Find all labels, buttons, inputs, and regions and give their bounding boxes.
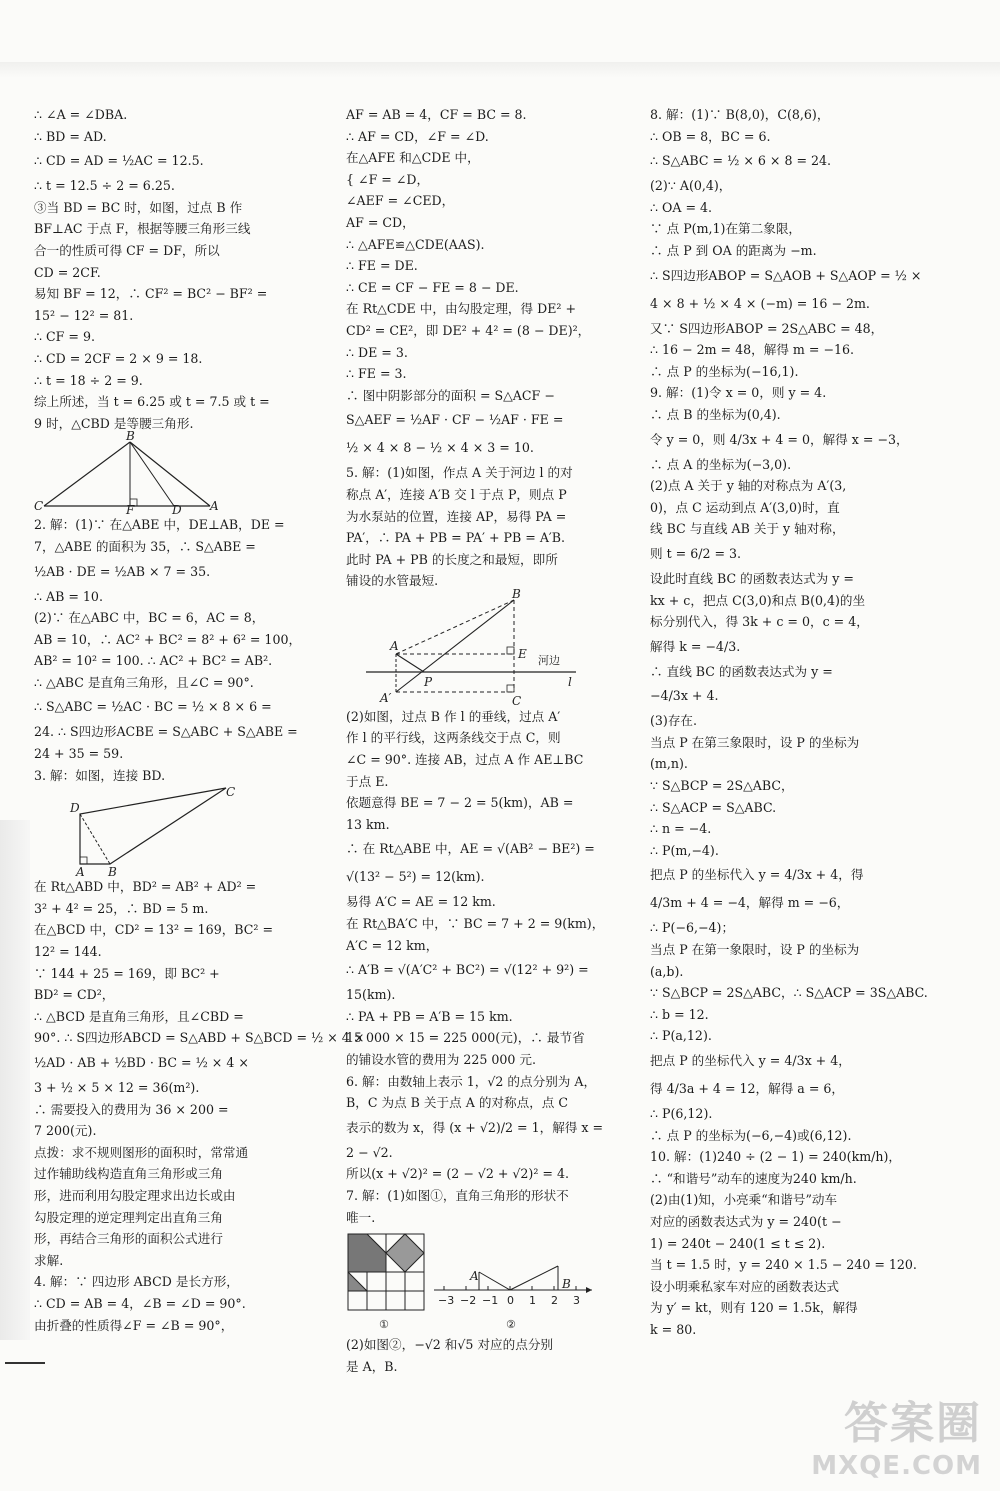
text-line: 15 000 × 15 = 225 000(元)，∴ 最节省 xyxy=(346,1030,585,1046)
text-line: ∵ 点 P(m,1)在第二象限， xyxy=(650,221,802,237)
text-line: ½AB · DE = ½AB × 7 = 35. xyxy=(34,563,211,579)
text-line: 5. 解：(1)如图，作点 A 关于河边 l 的对 xyxy=(346,465,573,481)
text-line: 9. 解：(1)令 x = 0，则 y = 4. xyxy=(650,385,827,401)
column-2-block-c xyxy=(346,1334,593,1377)
fig1-label-f: F xyxy=(126,503,135,518)
watermark xyxy=(811,1387,982,1481)
fig4-tick-neg1: −1 xyxy=(482,1294,499,1308)
text-line: kx + c，把点 C(3,0)和点 B(0,4)的坐 xyxy=(650,592,866,608)
text-line: ∴ P(a,12). xyxy=(650,1028,712,1044)
text-line: (2)∵ A(0,4)， xyxy=(650,178,732,194)
text-line: ∴ “和谐号”动车的速度为240 km/h. xyxy=(650,1170,857,1186)
text-line: ∴ ∠A = ∠DBA. xyxy=(34,107,128,122)
text-line: ½ × 4 × 8 − ½ × 4 × 3 = 10. xyxy=(346,440,534,456)
fig3-label-l: l xyxy=(568,674,572,689)
text-line: ∴ 需要投入的费用为 36 × 200 = xyxy=(34,1101,229,1117)
text-line: 13 km. xyxy=(346,816,390,832)
text-line: 0)，点 C 运动到点 A′(3,0)时，直 xyxy=(650,499,840,515)
fig4-tick-1: 1 xyxy=(529,1294,536,1308)
text-line: (3)存在. xyxy=(650,713,698,729)
text-line: 在 Rt△BA′C 中，∵ BC = 7 + 2 = 9(km)， xyxy=(346,916,605,932)
fig3-label-a: A xyxy=(390,638,399,653)
text-line: 线 BC 与直线 AB 关于 y 轴对称， xyxy=(650,521,845,537)
text-line: 3² + 4² = 25，∴ BD = 5 m. xyxy=(34,900,209,916)
fig4-label-circled-1: ① xyxy=(379,1318,389,1332)
text-line: ∵ 144 + 25 = 169，即 BC² + xyxy=(34,965,220,981)
text-line: 15(km). xyxy=(346,987,396,1003)
fig1-label-a: A xyxy=(210,499,219,514)
text-line: 1) = 240t − 240(1 ≤ t ≤ 2). xyxy=(650,1235,826,1251)
column-1-block-b xyxy=(34,514,302,786)
text-line: 2 − √2. xyxy=(346,1144,393,1160)
text-line: A′C = 12 km， xyxy=(346,937,439,953)
text-line: 设小明乘私家车对应的函数表达式 xyxy=(650,1278,839,1294)
fig3-label-river: 河边 xyxy=(538,653,560,667)
text-line: ∴ △BCD 是直角三角形，且∠CBD = xyxy=(34,1008,244,1024)
fig4-point-a: A xyxy=(470,1269,479,1284)
text-line: ∴ OA = 4. xyxy=(650,199,713,215)
text-line: ∴ S△ACP = S△ABC. xyxy=(650,799,777,815)
text-line: 在△AFE 和△CDE 中， xyxy=(346,150,480,166)
text-line: { ∠F = ∠D， xyxy=(346,171,430,187)
text-line: 6. 解：由数轴上表示 1，√2 的点分别为 A， xyxy=(346,1073,597,1089)
fig3-label-e: E xyxy=(518,646,527,661)
text-line: 勾股定理的逆定理判定出直角三角 xyxy=(34,1209,223,1225)
text-line: ∴ 点 P 到 OA 的距离为 −m. xyxy=(650,242,817,258)
text-line: 当 t = 1.5 时，y = 240 × 1.5 − 240 = 120. xyxy=(650,1257,917,1273)
text-line: ∴ 图中阴影部分的面积 = S△ACF − xyxy=(346,387,555,403)
text-line: 当点 P 在第三象限时，设 P 的坐标为 xyxy=(650,734,860,750)
text-line: ∴ 点 P 的坐标为(−6,−4)或(6,12). xyxy=(650,1127,852,1143)
text-line: 解得 k = −4/3. xyxy=(650,638,741,654)
text-line: ∴ S△ABC = ½AC · BC = ½ × 8 × 6 = xyxy=(34,699,272,715)
text-line: 对应的函数表达式为 y = 240(t − xyxy=(650,1213,842,1229)
text-line: 于点 E. xyxy=(346,773,389,789)
text-line: 易知 BF = 12，∴ CF² = BC² − BF² = xyxy=(34,286,268,302)
text-line: 此时 PA + PB 的长度之和最短，即所 xyxy=(346,551,558,567)
text-line: ∴ AB = 10. xyxy=(34,588,103,604)
text-line: k = 80. xyxy=(650,1321,697,1337)
column-2-block-b xyxy=(346,706,605,1228)
text-line: B，C 为点 B 关于点 A 的对称点，点 C xyxy=(346,1095,569,1111)
fig2-label-b: B xyxy=(108,865,117,880)
text-line: 是 A，B. xyxy=(346,1358,398,1374)
text-line: ∴ CD = AD = ½AC = 12.5. xyxy=(34,153,204,169)
text-line: 易得 A′C = AE = 12 km. xyxy=(346,894,496,910)
text-line: 铺设的水管最短. xyxy=(346,573,439,589)
fig4-tick-neg2: −2 xyxy=(460,1294,477,1308)
text-line: ∴ 直线 BC 的函数表达式为 y = xyxy=(650,663,833,679)
text-line: 在 Rt△CDE 中，由勾股定理，得 DE² + xyxy=(346,301,576,317)
fig3-label-b: B xyxy=(512,586,521,601)
text-line: (2)如图②，−√2 和√5 对应的点分别 xyxy=(346,1337,554,1353)
text-line: ∵ S△BCP = 2S△ABC，∴ S△ACP = 3S△ABC. xyxy=(650,985,928,1001)
column-3 xyxy=(650,104,928,1341)
text-line: ∴ CD = AB = 4，∠B = ∠D = 90°. xyxy=(34,1295,246,1311)
text-line: 为 y′ = kt，则有 120 = 1.5k，解得 xyxy=(650,1300,858,1316)
text-line: ∴ 点 B 的坐标为(0,4). xyxy=(650,406,781,422)
text-line: 把点 P 的坐标代入 y = 4/3x + 4， xyxy=(650,1053,851,1068)
text-line: CD² = CE²，即 DE² + 4² = (8 − DE)²， xyxy=(346,322,591,338)
page-number-rule xyxy=(5,1362,45,1364)
text-line: ∠C = 90°. 连接 AB，过点 A 作 AE⊥BC xyxy=(346,752,584,768)
fig3-label-a-prime: A′ xyxy=(380,690,392,705)
text-line: AB² = 10² = 100. ∴ AC² + BC² = AB². xyxy=(34,653,273,669)
text-line: ∴ P(m,−4). xyxy=(650,842,719,858)
fig1-label-b: B xyxy=(126,429,135,444)
text-line: 7 200(元). xyxy=(34,1123,97,1139)
text-line: ∴ P(−6,−4)； xyxy=(650,920,735,936)
text-line: 在 Rt△ABD 中，BD² = AB² + AD² = xyxy=(34,879,257,895)
column-2-block-a xyxy=(346,104,593,592)
text-line: 求解. xyxy=(34,1252,64,1268)
text-line: CD = 2CF. xyxy=(34,264,101,280)
text-line: 的铺设水管的费用为 225 000 元. xyxy=(346,1052,537,1067)
fig4-tick-neg3: −3 xyxy=(438,1294,455,1308)
text-line: AB = 10，∴ AC² + BC² = 8² + 6² = 100， xyxy=(34,631,302,647)
text-line: 所以(x + √2)² = (2 − √2 + √2)² = 4. xyxy=(346,1166,569,1182)
fig3-label-c: C xyxy=(512,693,522,708)
text-line: ∴ AF = CD，∠F = ∠D. xyxy=(346,128,489,144)
figure-river-pipe xyxy=(346,586,593,708)
scan-top-band xyxy=(0,62,1000,78)
text-line: 15² − 12² = 81. xyxy=(34,307,134,323)
figure-isosceles-triangle xyxy=(34,429,292,518)
text-line: ∴ n = −4. xyxy=(650,821,712,837)
text-line: 3. 解：如图，连接 BD. xyxy=(34,767,166,783)
fig3-label-p: P xyxy=(424,674,433,689)
figure-quadrilateral xyxy=(34,785,292,880)
text-line: ∵ S△BCP = 2S△ABC， xyxy=(650,778,794,794)
text-line: 为水泵站的位置，连接 AP，易得 PA = xyxy=(346,508,567,524)
text-line: 称点 A′，连接 A′B 交 l 于点 P，则点 P xyxy=(346,486,567,502)
text-line: 点拨：求不规则图形的面积时，常常通 xyxy=(34,1144,249,1160)
text-line: (2)如图，过点 B 作 l 的垂线，过点 A′ xyxy=(346,708,561,724)
text-line: 7，△ABE 的面积为 35，∴ S△ABE = xyxy=(34,538,256,554)
text-line: BD² = CD²， xyxy=(34,987,115,1003)
watermark-sub: MXQE.COM xyxy=(811,1451,982,1481)
text-line: 9 时，△CBD 是等腰三角形. xyxy=(34,415,194,431)
text-line: (2)点 A 关于 y 轴的对称点为 A′(3, xyxy=(650,478,847,494)
column-1-block-a xyxy=(34,104,292,434)
text-line: 标分别代入，得 3k + c = 0，c = 4， xyxy=(650,614,869,630)
text-line: (m,n). xyxy=(650,756,688,772)
text-line: PA′，∴ PA + PB = PA′ + PB = A′B. xyxy=(346,530,566,546)
column-3-block-a xyxy=(650,104,928,1341)
text-line: ∴ 16 − 2m = 48，解得 m = −16. xyxy=(650,342,855,358)
fig4-tick-0: 0 xyxy=(507,1294,514,1308)
column-2 xyxy=(346,104,605,1377)
fig2-label-d: D xyxy=(70,801,80,816)
text-line: 7. 解：(1)如图①，直角三角形的形状不 xyxy=(346,1187,569,1203)
fig2-label-c: C xyxy=(226,785,236,800)
text-line: 12² = 144. xyxy=(34,944,102,960)
text-line: 8. 解：(1)∵ B(8,0)，C(8,6)， xyxy=(650,107,830,122)
text-line: 10. 解：(1)240 ÷ (2 − 1) = 240(km/h)， xyxy=(650,1149,902,1165)
text-line: ∴ BD = AD. xyxy=(34,128,107,144)
fig2-label-a: A xyxy=(76,865,85,880)
text-line: 把点 P 的坐标代入 y = 4/3x + 4，得 xyxy=(650,867,864,883)
text-line: 依题意得 BE = 7 − 2 = 5(km)，AB = xyxy=(346,795,574,811)
text-line: 当点 P 在第一象限时，设 P 的坐标为 xyxy=(650,942,860,958)
text-line: ∴ CE = CF − FE = 8 − DE. xyxy=(346,279,519,295)
text-line: √(13² − 5²) = 12(km). xyxy=(346,869,485,885)
text-line: ∴ OB = 8，BC = 6. xyxy=(650,128,771,144)
text-line: 90°. ∴ S四边形ABCD = S△ABD + S△BCD = ½ × 4 × xyxy=(34,1030,365,1046)
text-line: 综上所述，当 t = 6.25 或 t = 7.5 或 t = xyxy=(34,394,270,410)
text-line: BF⊥AC 于点 F，根据等腰三角形三线 xyxy=(34,221,251,237)
text-line: 在△BCD 中，CD² = 13² = 169，BC² = xyxy=(34,922,274,938)
text-line: ½AD · AB + ½BD · BC = ½ × 4 × xyxy=(34,1055,249,1070)
text-line: 3 + ½ × 5 × 12 = 36(m²). xyxy=(34,1080,200,1095)
text-line: 作 l 的平行线，这两条线交于点 C，则 xyxy=(346,730,561,746)
text-line: ∴ t = 18 ÷ 2 = 9. xyxy=(34,372,143,388)
text-line: ∴ △AFE≌△CDE(AAS). xyxy=(346,236,485,252)
text-line: 形，再结合三角形的面积公式进行 xyxy=(34,1231,223,1247)
text-line: ∴ 在 Rt△ABE 中，AE = √(AB² − BE²) = xyxy=(346,841,595,857)
text-line: ∴ FE = 3. xyxy=(346,366,407,382)
binding-margin-shadow xyxy=(0,820,30,1340)
text-line: ∴ t = 12.5 ÷ 2 = 6.25. xyxy=(34,178,175,194)
text-line: 令 y = 0，则 4/3x + 4 = 0，解得 x = −3， xyxy=(650,431,909,447)
text-line: ∴ CD = 2CF = 2 × 9 = 18. xyxy=(34,350,203,366)
text-line: ∴ FE = DE. xyxy=(346,258,418,274)
text-line: S△AEF = ½AF · CF − ½AF · FE = xyxy=(346,412,564,428)
text-line: ③当 BD = BC 时，如图，过点 B 作 xyxy=(34,199,243,215)
text-line: ∴ 点 A 的坐标为(−3,0). xyxy=(650,456,792,472)
text-line: (2)∵ 在△ABC 中，BC = 6，AC = 8， xyxy=(34,610,265,626)
text-line: ∴ b = 12. xyxy=(650,1006,709,1022)
text-line: 由折叠的性质得∠F = ∠B = 90°， xyxy=(34,1317,234,1333)
fig4-tick-3: 3 xyxy=(573,1294,580,1308)
figure-grid-and-number-line xyxy=(346,1228,593,1334)
text-line: 过作辅助线构造直角三角形或三角 xyxy=(34,1166,223,1182)
text-line: 得 4/3a + 4 = 12，解得 a = 6， xyxy=(650,1081,844,1096)
text-line: ∴ A′B = √(A′C² + BC²) = √(12² + 9²) = xyxy=(346,962,589,978)
text-line: AF = CD， xyxy=(346,214,415,230)
text-line: ∴ CF = 9. xyxy=(34,329,95,345)
text-line: ∴ PA + PB = A′B = 15 km. xyxy=(346,1008,513,1024)
fig4-point-b: B xyxy=(562,1277,571,1292)
text-line: 4/3m + 4 = −4，解得 m = −6， xyxy=(650,895,850,911)
text-line: (a,b). xyxy=(650,963,684,979)
text-line: 24 + 35 = 59. xyxy=(34,746,124,762)
text-line: 唯一. xyxy=(346,1209,376,1225)
text-line: ∴ 点 P 的坐标为(−16,1). xyxy=(650,363,799,379)
text-line: 则 t = 6/2 = 3. xyxy=(650,545,742,561)
fig1-label-c: C xyxy=(34,499,44,514)
text-line: 2. 解：(1)∵ 在△ABE 中，DE⊥AB，DE = xyxy=(34,517,285,533)
text-line: 合一的性质可得 CF = DF，所以 xyxy=(34,242,220,258)
text-line: ∴ DE = 3. xyxy=(346,344,408,360)
text-line: (2)由(1)知，小亮乘“和谐号”动车 xyxy=(650,1192,838,1208)
text-line: ∴ P(6,12). xyxy=(650,1106,713,1121)
text-line: −4/3x + 4. xyxy=(650,688,719,704)
text-line: 又∵ S四边形ABOP = 2S△ABC = 48， xyxy=(650,320,884,336)
text-line: 设此时直线 BC 的函数表达式为 y = xyxy=(650,570,854,586)
text-line: 表示的数为 x，得 (x + √2)/2 = 1，解得 x = xyxy=(346,1119,604,1135)
text-line: AF = AB = 4，CF = BC = 8. xyxy=(346,107,527,122)
fig4-label-circled-2: ② xyxy=(506,1318,516,1332)
text-line: ∴ S四边形ABOP = S△AOB + S△AOP = ½ × xyxy=(650,267,922,283)
text-line: ∴ S△ABC = ½ × 6 × 8 = 24. xyxy=(650,153,832,169)
text-line: 4 × 8 + ½ × 4 × (−m) = 16 − 2m. xyxy=(650,295,870,311)
text-line: 形，进而利用勾股定理求出边长或由 xyxy=(34,1187,236,1203)
text-line: ∴ △ABC 是直角三角形，且∠C = 90°. xyxy=(34,674,254,690)
watermark-main: 答案圈 xyxy=(844,1398,982,1449)
fig1-label-d: D xyxy=(172,503,182,518)
text-line: ∠AEF = ∠CED， xyxy=(346,193,455,209)
fig4-tick-2: 2 xyxy=(551,1294,558,1308)
text-line: 24. ∴ S四边形ACBE = S△ABC + S△ABE = xyxy=(34,724,298,740)
text-line: 4. 解：∵ 四边形 ABCD 是长方形， xyxy=(34,1274,239,1290)
